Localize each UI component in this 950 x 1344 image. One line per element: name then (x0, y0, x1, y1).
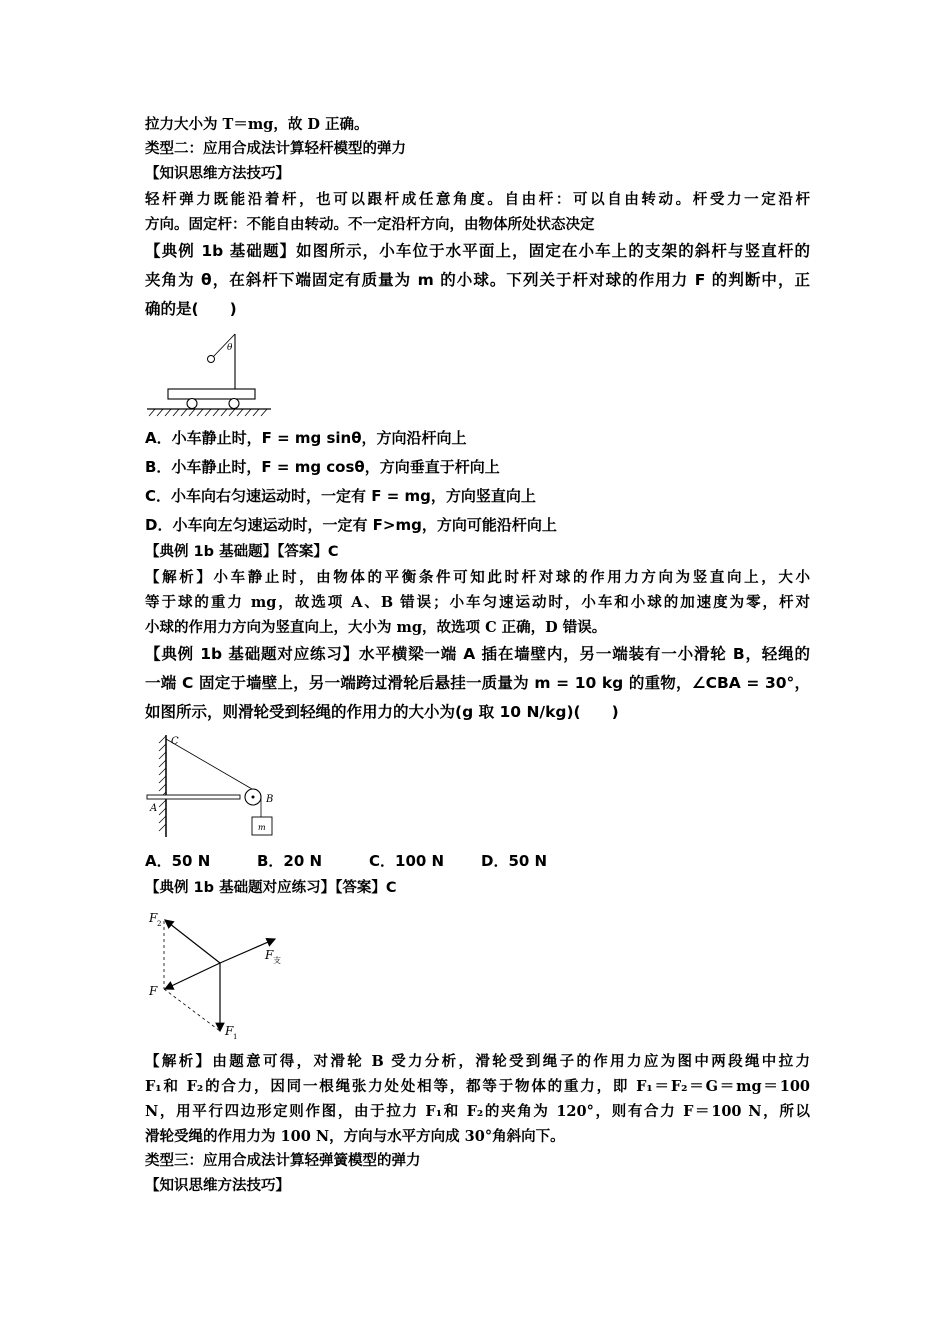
label-f: F (149, 984, 158, 998)
option-d: D．小车向左匀速运动时，一定有 F>mg，方向可能沿杆向上 (145, 516, 557, 534)
analysis-line: F₁和 F₂的合力，因同一根绳张力处处相等，都等于物体的重力，即 F₁＝F₂＝G＝mg＝100 (145, 1078, 810, 1095)
option-b: B．小车静止时，F = mg cosθ，方向垂直于杆向上 (145, 458, 500, 476)
text-line: 方向。固定杆：不能自由转动。不一定沿杆方向，由物体所处状态决定 (145, 216, 595, 233)
point-c-label: C (171, 736, 179, 747)
answer-line: 【典例 1b 基础题】【答案】C (145, 544, 339, 560)
option-d: D．50 N (481, 852, 548, 870)
point-a-label: A (150, 803, 158, 814)
question-line: 【典例 1b 基础题对应练习】水平横梁一端 A 插在墙壁内，另一端装有一小滑轮 B，轻绳的 (145, 645, 810, 663)
option-b: B．20 N (257, 852, 323, 870)
analysis-line: 【解析】小车静止时，由物体的平衡条件可知此时杆对球的作用力方向为竖直向上，大小 (145, 569, 810, 586)
question-line: 一端 C 固定于墙壁上，另一端跨过滑轮后悬挂一质量为 m = 10 kg 的重物，∠CBA = 30°， (145, 674, 810, 692)
document-page (145, 112, 810, 1199)
subsection-heading: 【知识思维方法技巧】 (145, 1178, 290, 1194)
mass-label: m (258, 823, 266, 832)
label-fzhi: F (265, 948, 274, 962)
option-c: C．小车向右匀速运动时，一定有 F = mg，方向竖直向上 (145, 487, 536, 505)
pulley-figure (145, 731, 810, 843)
option-a: A．50 N (145, 852, 211, 870)
cart-figure (145, 328, 810, 420)
answer-line: 【典例 1b 基础题对应练习】【答案】C (145, 880, 397, 896)
analysis-line: 【解析】由题意可得，对滑轮 B 受力分析，滑轮受到绳子的作用力应为图中两段绳中拉力 (145, 1053, 810, 1070)
theta-label: θ (227, 343, 233, 353)
section-heading: 类型二：应用合成法计算轻杆模型的弹力 (145, 141, 406, 157)
question-line: 如图所示，则滑轮受到轻绳的作用力的大小为(g 取 10 N/kg)( ) (145, 703, 619, 721)
label-f1: F (225, 1024, 234, 1038)
cart-diagram (145, 328, 285, 420)
question-line: 【典例 1b 基础题】如图所示，小车位于水平面上，固定在小车上的支架的斜杆与竖直杆的 (145, 242, 810, 260)
analysis-line: 滑轮受绳的作用力为 100 N，方向与水平方向成 30°角斜向下。 (145, 1128, 565, 1145)
force-diagram (145, 905, 305, 1045)
analysis-line: 等于球的重力 mg，故选项 A、B 错误；小车匀速运动时，小车和小球的加速度为零，杆对 (145, 594, 810, 611)
question-line: 夹角为 θ，在斜杆下端固定有质量为 m 的小球。下列关于杆对球的作用力 F 的判断中，正 (145, 271, 810, 289)
force-figure (145, 905, 810, 1045)
label-fzhi-sub: 支 (273, 956, 281, 965)
subsection-heading: 【知识思维方法技巧】 (145, 166, 290, 182)
question-line: 确的是( ) (145, 300, 237, 318)
label-f2: F (149, 911, 158, 925)
options-row (145, 847, 810, 876)
pulley-diagram (145, 731, 315, 843)
label-f2-sub: 2 (157, 920, 162, 928)
point-b-label: B (266, 794, 274, 805)
option-a: A．小车静止时，F = mg sinθ，方向沿杆向上 (145, 429, 467, 447)
analysis-line: N，用平行四边形定则作图，由于拉力 F₁和 F₂的夹角为 120°，则有合力 F＝100 N，所以 (145, 1103, 810, 1120)
text-line: 拉力大小为 T＝mg，故 D 正确。 (145, 116, 369, 133)
analysis-line: 小球的作用力方向为竖直向上，大小为 mg，故选项 C 正确，D 错误。 (145, 619, 607, 636)
section-heading: 类型三：应用合成法计算轻弹簧模型的弹力 (145, 1153, 421, 1169)
option-c: C．100 N (369, 852, 445, 870)
label-f1-sub: 1 (233, 1033, 238, 1041)
text-line: 轻杆弹力既能沿着杆，也可以跟杆成任意角度。自由杆：可以自由转动。杆受力一定沿杆 (145, 191, 810, 208)
